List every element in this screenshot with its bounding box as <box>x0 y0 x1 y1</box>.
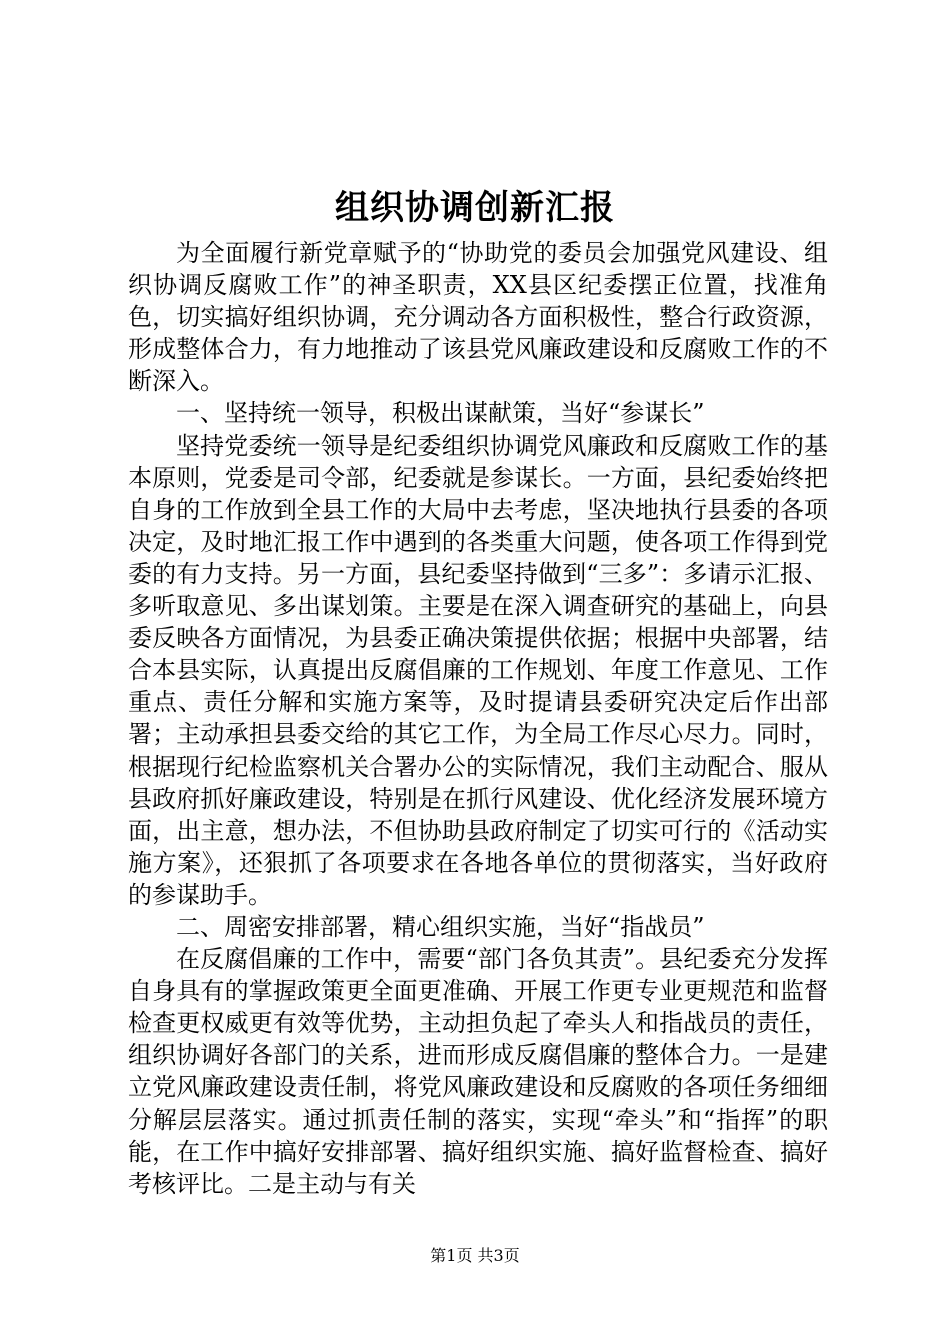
page-footer: 第1页 共3页 <box>430 1246 520 1265</box>
section-heading-1: 一、坚持统一领导，积极出谋献策，当好“参谋长” <box>176 399 705 428</box>
section-1-paragraph: 坚持党委统一领导是纪委组织协调党风廉政和反腐败工作的基本原则，党委是司令部，纪委就是参谋长。一方面，县纪委始终把自身的工作放到全县工作的大局中去考虑，坚决地执行县委的各项决定，及时地汇报工作中遇到的各类重大问题，使各项工作得到党委的有力支持。另一方面，县纪委坚持做到“三多”：多请示汇报、多听取意见、多出谋划策。主要是在深入调查研究的基础上，向县委反映各方面情况，为县委正确决策提供依据；根据中央部署，结合本县实际，认真提出反腐倡廉的工作规划、年度工作意见、工作重点、责任分解和实施方案等，及时提请县委研究决定后作出部署；主动承担县委交给的其它工作，为全局工作尽心尽力。同时，根据现行纪检监察机关合署办公的实际情况，我们主动配合、服从县政府抓好廉政建设，特别是在抓行风建设、优化经济发展环境方面，出主意，想办法，不但协助县政府制定了切实可行的《活动实施方案》，还狠抓了各项要求在各地各单位的贯彻落实，当好政府的参谋助手。 <box>128 431 828 909</box>
intro-paragraph: 为全面履行新党章赋予的“协助党的委员会加强党风建设、组织协调反腐败工作”的神圣职责，XX县区纪委摆正位置，找准角色，切实搞好组织协调，充分调动各方面积极性，整合行政资源，形成整体合力，有力地推动了该县党风廉政建设和反腐败工作的不断深入。 <box>128 239 828 396</box>
document-body <box>128 237 828 1200</box>
section-heading-2: 二、周密安排部署，精心组织实施，当好“指战员” <box>176 912 705 941</box>
document-title: 组织协调创新汇报 <box>335 188 615 228</box>
section-2-paragraph: 在反腐倡廉的工作中，需要“部门各负其责”。县纪委充分发挥自身具有的掌握政策更全面更准确、开展工作更专业更规范和监督检查更权威更有效等优势，主动担负起了牵头人和指战员的责任，组织协调好各部门的关系，进而形成反腐倡廉的整体合力。一是建立党风廉政建设责任制，将党风廉政建设和反腐败的各项任务细细分解层层落实。通过抓责任制的落实，实现“牵头”和“指挥”的职能，在工作中搞好安排部署、搞好组织实施、搞好监督检查、搞好考核评比。二是主动与有关 <box>128 945 828 1198</box>
